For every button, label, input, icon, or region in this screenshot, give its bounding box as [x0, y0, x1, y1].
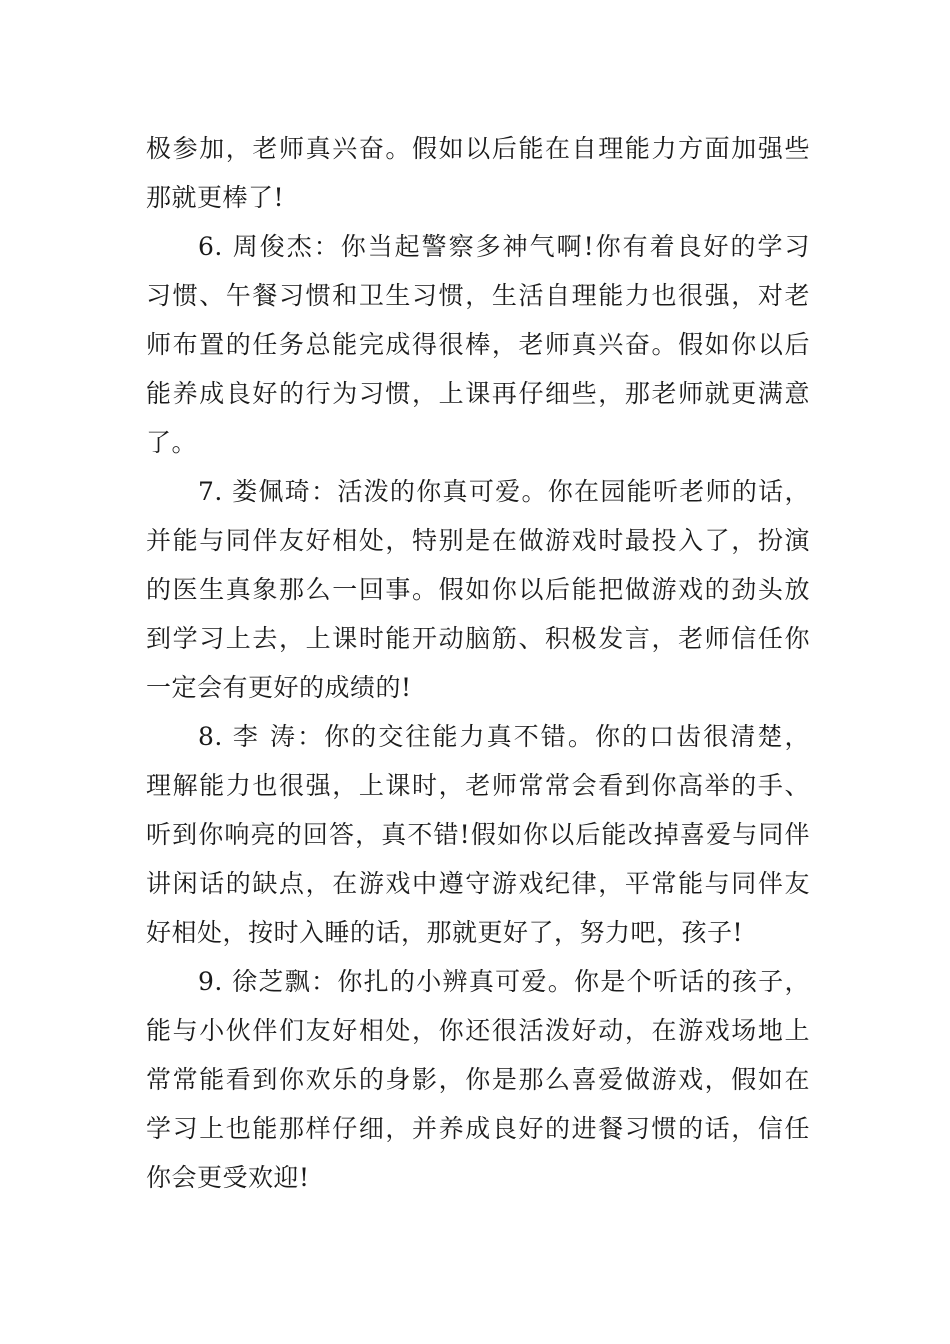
- paragraph-item-8: [146, 712, 810, 957]
- text-line: 那就更棒了!: [146, 183, 285, 212]
- text-line: 8. 李 涛：你的交往能力真不错。你的口齿很清楚，: [198, 722, 810, 751]
- text-line: 常常能看到你欢乐的身影，你是那么喜爱做游戏，假如在: [146, 1065, 810, 1094]
- text-line: 学习上也能那样仔细，并养成良好的进餐习惯的话，信任: [146, 1114, 810, 1143]
- text-line: 好相处，按时入睡的话，那就更好了，努力吧，孩子!: [146, 918, 744, 947]
- paragraph-item-9: [146, 957, 810, 1202]
- text-line: 到学习上去，上课时能开动脑筋、积极发言，老师信任你: [146, 624, 810, 653]
- text-line: 9. 徐芝飘：你扎的小辨真可爱。你是个听话的孩子，: [198, 967, 810, 996]
- paragraph-continuation: [146, 124, 810, 222]
- paragraph-item-7: [146, 467, 810, 712]
- text-line: 你会更受欢迎!: [146, 1163, 310, 1192]
- text-line: 7. 娄佩琦：活泼的你真可爱。你在园能听老师的话，: [198, 477, 810, 506]
- text-line: 师布置的任务总能完成得很棒，老师真兴奋。假如你以后: [146, 330, 810, 359]
- text-line: 理解能力也很强，上课时，老师常常会看到你高举的手、: [146, 771, 810, 800]
- text-line: 讲闲话的缺点，在游戏中遵守游戏纪律，平常能与同伴友: [146, 869, 810, 898]
- text-line: 的医生真象那么一回事。假如你以后能把做游戏的劲头放: [146, 575, 810, 604]
- text-line: 一定会有更好的成绩的!: [146, 673, 412, 702]
- text-line: 极参加，老师真兴奋。假如以后能在自理能力方面加强些: [146, 134, 810, 163]
- paragraph-item-6: [146, 222, 810, 467]
- text-line: 了。: [146, 428, 198, 457]
- text-line: 并能与同伴友好相处，特别是在做游戏时最投入了，扮演: [146, 526, 810, 555]
- text-line: 能养成良好的行为习惯，上课再仔细些，那老师就更满意: [146, 379, 810, 408]
- text-line: 6. 周俊杰：你当起警察多神气啊!你有着良好的学习: [198, 232, 810, 261]
- text-line: 习惯、午餐习惯和卫生习惯，生活自理能力也很强，对老: [146, 281, 810, 310]
- document-body: [146, 124, 810, 1202]
- text-line: 能与小伙伴们友好相处，你还很活泼好动，在游戏场地上: [146, 1016, 810, 1045]
- text-line: 听到你响亮的回答，真不错!假如你以后能改掉喜爱与同伴: [146, 820, 810, 849]
